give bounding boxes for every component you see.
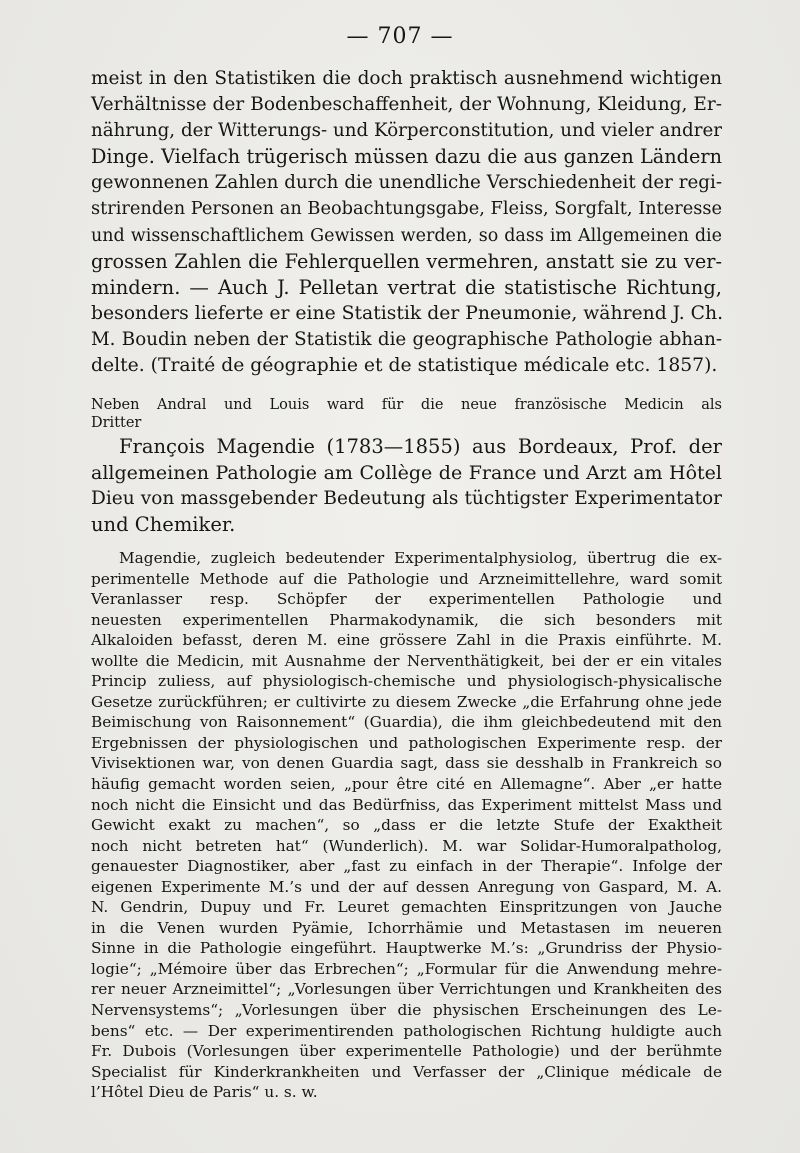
text-line: Beimischung von Raisonnement“ (Guardia), die ihm gleichbedeutend mit den bbox=[91, 713, 722, 732]
text-line: Gewicht exakt zu machen“, so „dass er die letzte Stufe der Exaktheit bbox=[91, 816, 722, 835]
text-line: Verhältnisse der Bodenbeschaffenheit, der Wohnung, Kleidung, Er- bbox=[91, 94, 722, 116]
text-line: Dieu von massgebender Bedeutung als tüchtigster Experimentator bbox=[91, 488, 722, 510]
text-line: strirenden Personen an Beobachtungsgabe, Fleiss, Sorgfalt, Interesse bbox=[91, 199, 722, 220]
text-line: noch nicht betreten hat“ (Wunderlich). M. war Solidar-Humoralpatholog, bbox=[91, 836, 722, 855]
text-line: gewonnenen Zahlen durch die unendliche Verschiedenheit der regi- bbox=[91, 172, 722, 194]
page-number: — 707 — bbox=[346, 24, 454, 49]
text-line: logie“; „Mémoire über das Erbrechen“; „Formular für die Anwendung mehre- bbox=[91, 959, 722, 978]
text-line: Gesetze zurückführen; er cultivirte zu diesem Zwecke „die Erfahrung ohne jede bbox=[91, 692, 722, 711]
text-line: Magendie, zugleich bedeutender Experimentalphysiolog, übertrug die ex- bbox=[119, 549, 722, 567]
text-line: Nervensystems“; „Vorlesungen über die physischen Erscheinungen des Le- bbox=[91, 1001, 722, 1020]
text-line: besonders lieferte er eine Statistik der Pneumonie, während J. Ch. bbox=[91, 302, 724, 324]
text-line: meist in den Statistiken die doch praktisch ausnehmend wichtigen bbox=[91, 68, 722, 89]
neben-paragraph bbox=[91, 396, 722, 432]
text-line: rer neuer Arzneimittel“; „Vorlesungen über Verrichtungen und Krankheiten des bbox=[91, 980, 722, 999]
text-line: neuesten experimentellen Pharmakodynamik, die sich besonders mit bbox=[91, 610, 722, 629]
text-line: eigenen Experimente M.’s und der auf dessen Anregung von Gaspard, M. A. bbox=[91, 877, 722, 896]
text-line: wollte die Medicin, mit Ausnahme der Nerventhätigkeit, bei der er ein vitales bbox=[91, 651, 722, 670]
text-line: nährung, der Witterungs- und Körperconstitution, und vieler andrer bbox=[91, 120, 722, 142]
text-line: häufig gemacht worden seien, „pour être cité en Allemagne“. Aber „er hatte bbox=[91, 775, 722, 794]
text-line: allgemeinen Pathologie am Collège de France und Arzt am Hôtel bbox=[91, 462, 722, 485]
text-line: Sinne in die Pathologie eingeführt. Hauptwerke M.’s: „Grundriss der Physio- bbox=[91, 939, 722, 958]
text-line: Neben Andral und Louis ward für die neue französische Medicin als bbox=[91, 397, 722, 413]
text-line: Fr. Dubois (Vorlesungen über experimentelle Pathologie) und der berühmte bbox=[91, 1042, 722, 1061]
main-paragraph bbox=[91, 66, 722, 379]
text-line: Specialist für Kinderkrankheiten und Verfasser der „Clinique médicale de bbox=[91, 1062, 722, 1081]
text-line: Vivisektionen war, von denen Guardia sagt, dass sie desshalb in Frankreich so bbox=[91, 754, 722, 773]
magendie-paragraph bbox=[91, 434, 722, 538]
text-line: Veranlasser resp. Schöpfer der experimentellen Pathologie und bbox=[91, 590, 722, 609]
text-line: Princip zuliess, auf physiologisch-chemische und physiologisch-physicalische bbox=[91, 672, 722, 691]
text-line: noch nicht die Einsicht und das Bedürfniss, das Experiment mittelst Mass und bbox=[91, 795, 722, 814]
text-line: grossen Zahlen die Fehlerquellen vermehren, anstatt sie zu ver- bbox=[91, 249, 722, 273]
small-print-paragraph bbox=[91, 548, 722, 1103]
text-line: bens“ etc. — Der experimentirenden pathologischen Richtung huldigte auch bbox=[91, 1021, 722, 1040]
text-line: genauester Diagnostiker, aber „fast zu einfach in der Therapie“. Infolge der bbox=[91, 857, 722, 876]
text-line: und Chemiker. bbox=[91, 513, 236, 537]
text-line: perimentelle Methode auf die Pathologie und Arzneimittellehre, ward somit bbox=[91, 569, 722, 588]
text-line: delte. (Traité de géographie et de statistique médicale etc. 1857). bbox=[91, 355, 718, 377]
text-line: Ergebnissen der physiologischen und pathologischen Experimente resp. der bbox=[91, 733, 722, 752]
text-line: in die Venen wurden Pyämie, Ichorrhämie und Metastasen im neueren bbox=[91, 918, 722, 937]
text-line: mindern. — Auch J. Pelletan vertrat die statistische Richtung, bbox=[91, 275, 722, 299]
text-line: Dinge. Vielfach trügerisch müssen dazu die aus ganzen Ländern bbox=[91, 145, 722, 169]
text-line: l’Hôtel Dieu de Paris“ u. s. w. bbox=[91, 1083, 318, 1102]
text-line: M. Boudin neben der Statistik die geographische Pathologie abhan- bbox=[91, 328, 722, 350]
text-line: François Magendie (1783—1855) aus Bordeaux, Prof. der bbox=[119, 435, 722, 458]
text-line: und wissenschaftlichem Gewissen werden, so dass im Allgemeinen die bbox=[91, 225, 722, 246]
text-line: N. Gendrin, Dupuy und Fr. Leuret gemachten Einspritzungen von Jauche bbox=[91, 898, 722, 917]
text-line: Dritter bbox=[91, 415, 142, 431]
text-line: Alkaloiden befasst, deren M. eine grössere Zahl in die Praxis einführte. M. bbox=[91, 631, 722, 650]
